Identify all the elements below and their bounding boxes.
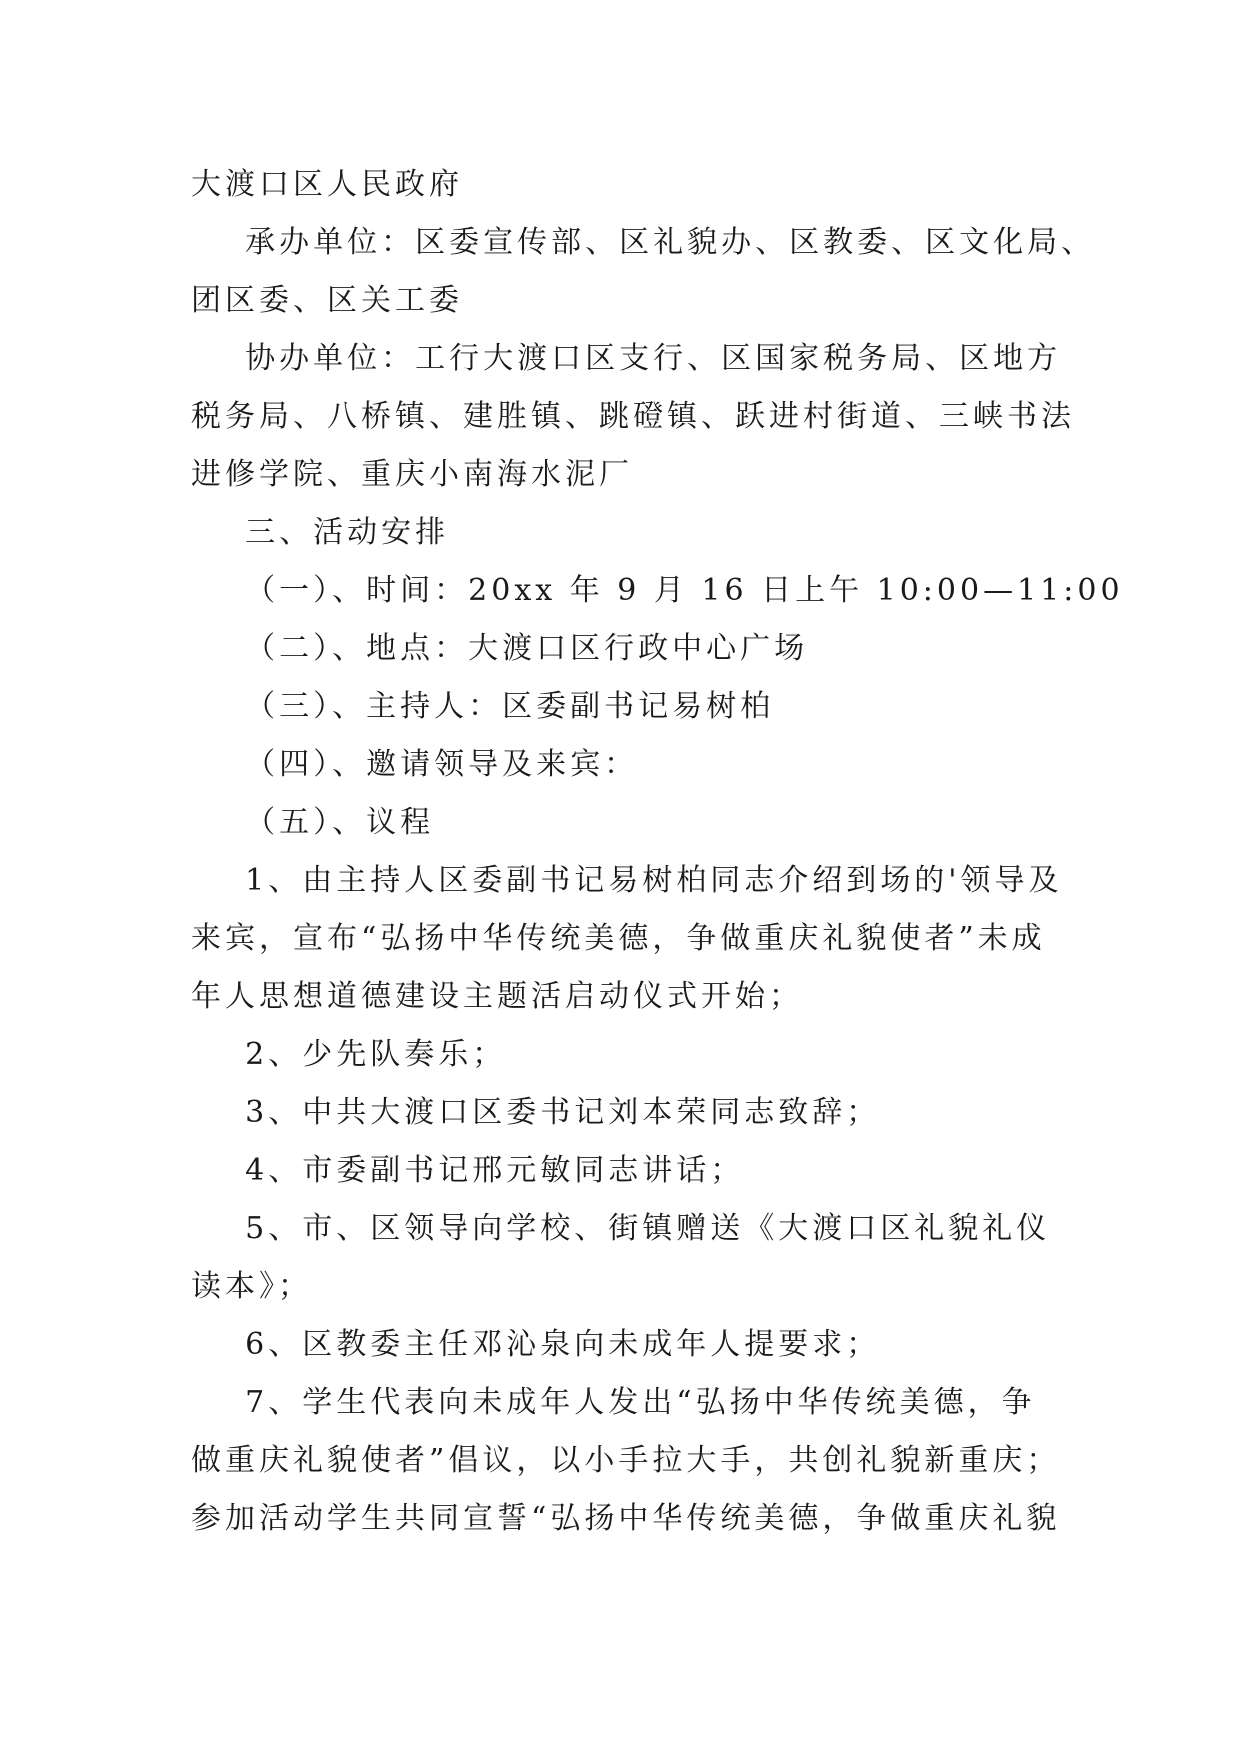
text-line: 3、中共大渡口区委书记刘本荣同志致辞；: [191, 1095, 881, 1130]
document-body: [191, 156, 1124, 1548]
text-line: 2、少先队奏乐；: [191, 1037, 507, 1072]
text-line: 大渡口区人民政府: [191, 167, 463, 202]
text-line: 4、市委副书记邢元敏同志讲话；: [191, 1153, 745, 1188]
text-line: 进修学院、重庆小南海水泥厂: [191, 457, 633, 492]
text-line: 协办单位：工行大渡口区支行、区国家税务局、区地方: [191, 341, 1062, 376]
text-line: （一）、时间：20xx 年 9 月 16 日上午 10:00—11:00: [191, 573, 1124, 608]
text-line: （五）、议程: [191, 805, 435, 840]
text-line: 税务局、八桥镇、建胜镇、跳磴镇、跃进村街道、三峡书法: [191, 399, 1075, 434]
text-line: 5、市、区领导向学校、街镇赠送《大渡口区礼貌礼仪: [191, 1211, 1051, 1246]
text-line: 7、学生代表向未成年人发出“弘扬中华传统美德，争: [191, 1385, 1036, 1420]
text-line: 承办单位：区委宣传部、区礼貌办、区教委、区文化局、: [191, 225, 1096, 260]
text-line: （三）、主持人：区委副书记易树柏: [191, 689, 775, 724]
text-line: （二）、地点：大渡口区行政中心广场: [191, 631, 809, 666]
text-line: 年人思想道德建设主题活启动仪式开始；: [191, 979, 803, 1014]
section-heading: 三、活动安排: [191, 515, 450, 550]
text-line: 读本》；: [191, 1269, 312, 1304]
text-line: 6、区教委主任邓沁泉向未成年人提要求；: [191, 1327, 881, 1362]
text-line: 团区委、区关工委: [191, 283, 463, 318]
text-line: 做重庆礼貌使者”倡议，以小手拉大手，共创礼貌新重庆；: [191, 1443, 1061, 1478]
text-line: 1、由主持人区委副书记易树柏同志介绍到场的'领导及: [191, 863, 1063, 898]
text-line: 参加活动学生共同宣誓“弘扬中华传统美德，争做重庆礼貌: [191, 1501, 1061, 1536]
text-line: （四）、邀请领导及来宾：: [191, 747, 639, 782]
text-line: 来宾，宣布“弘扬中华传统美德，争做重庆礼貌使者”未成: [191, 921, 1046, 956]
